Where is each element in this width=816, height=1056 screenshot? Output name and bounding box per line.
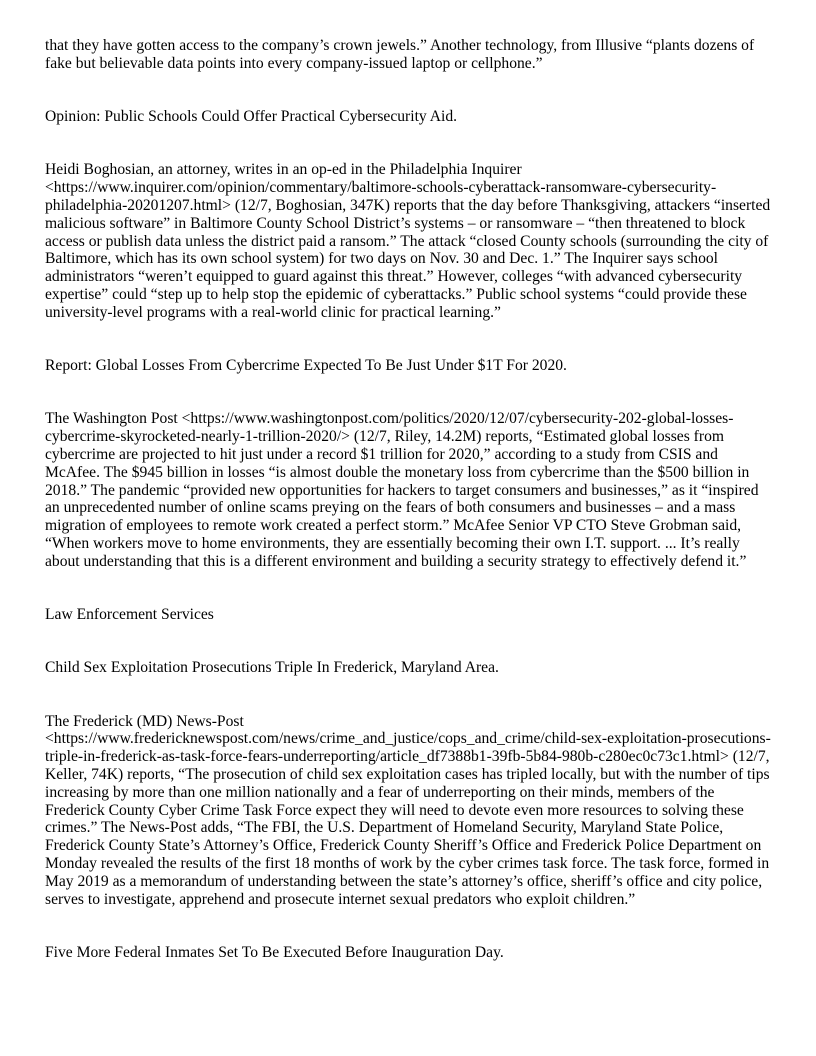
headline-child-exploitation-prosecutions: Child Sex Exploitation Prosecutions Triple In Frederick, Maryland Area. — [45, 659, 499, 677]
paragraph-philadelphia-inquirer: Heidi Boghosian, an attorney, writes in an op-ed in the Philadelphia Inquirer <https://www.inquirer.com/opinion/commentary/baltimore-schools-cyberattack-ransomware-cybersecurity-philadelphia-20201207.html> (12/7, Boghosian, 347K) reports that the day before Thanksgiving, attackers “inserted malicious software” in Baltimore County School District’s systems – or ransomware – “then threatened to block access or publish data unless the district paid a ransom.” The attack “closed County schools (surrounding the city of Baltimore, which has its own school system) for two days on Nov. 30 and Dec. 1.” The Inquirer says school administrators “weren’t equipped to guard against this threat.” However, colleges “with advanced cybersecurity expertise” could “step up to help stop the epidemic of cyberattacks.” Public school systems “could provide these university-level programs with a real-world clinic for practical learning.” — [45, 161, 771, 321]
paragraph-continuation: that they have gotten access to the company’s crown jewels.” Another technology, from Illusive “plants dozens of fake but believable data points into every company-issued laptop or cellphone.” — [45, 37, 755, 72]
headline-federal-inmates-executions: Five More Federal Inmates Set To Be Executed Before Inauguration Day. — [45, 943, 504, 961]
document-page — [45, 37, 775, 962]
paragraph-washington-post: The Washington Post <https://www.washingtonpost.com/politics/2020/12/07/cybersecurity-202-global-losses-cybercrime-skyrocketed-nearly-1-trillion-2020/> (12/7, Riley, 14.2M) reports, “Estimated global losses from cybercrime are projected to hit just under a record $1 trillion for 2020,” according to a study from CSIS and McAfee. The $945 billion in losses “is almost double the monetary loss from cybercrime than the $500 billion in 2018.” The pandemic “provided new opportunities for hackers to target consumers and businesses,” as it “inspired an unprecedented number of online scams preying on the fears of both consumers and businesses – and a mass migration of employees to remote work created a perfect storm.” McAfee Senior VP CTO Steve Grobman said, “When workers move to home environments, they are essentially becoming their own I.T. support. ... It’s really about understanding that this is a different environment and building a security strategy to effectively defend it.” — [45, 410, 759, 570]
paragraph-frederick-news-post: The Frederick (MD) News-Post <https://www.fredericknewspost.com/news/crime_and_justice/cops_and_crime/child-sex-exploitation-prosecutions-triple-in-frederick-as-task-force-fears-underreporting/article_df7388b1-39fb-5b84-980b-c280ec0c73c1.html> (12/7, Keller, 74K) reports, “The prosecution of child sex exploitation cases has tripled locally, but with the number of tips increasing by more than one million nationally and a fear of underreporting on their minds, members of the Frederick County Cyber Crime Task Force expect they will need to devote even more resources to solving these crimes.” The News-Post adds, “The FBI, the U.S. Department of Homeland Security, Maryland State Police, Frederick County State’s Attorney’s Office, Frederick County Sheriff’s Office and Frederick Police Department on Monday revealed the results of the first 18 months of work by the cyber crimes task force. The task force, formed in May 2019 as a memorandum of understanding between the state’s attorney’s office, sheriff’s office and city police, serves to investigate, apprehend and prosecute internet sexual predators who exploit children.” — [45, 712, 771, 908]
headline-global-losses-cybercrime: Report: Global Losses From Cybercrime Expected To Be Just Under $1T For 2020. — [45, 357, 567, 375]
section-heading-law-enforcement: Law Enforcement Services — [45, 606, 214, 624]
headline-public-schools-cybersecurity: Opinion: Public Schools Could Offer Practical Cybersecurity Aid. — [45, 108, 458, 126]
